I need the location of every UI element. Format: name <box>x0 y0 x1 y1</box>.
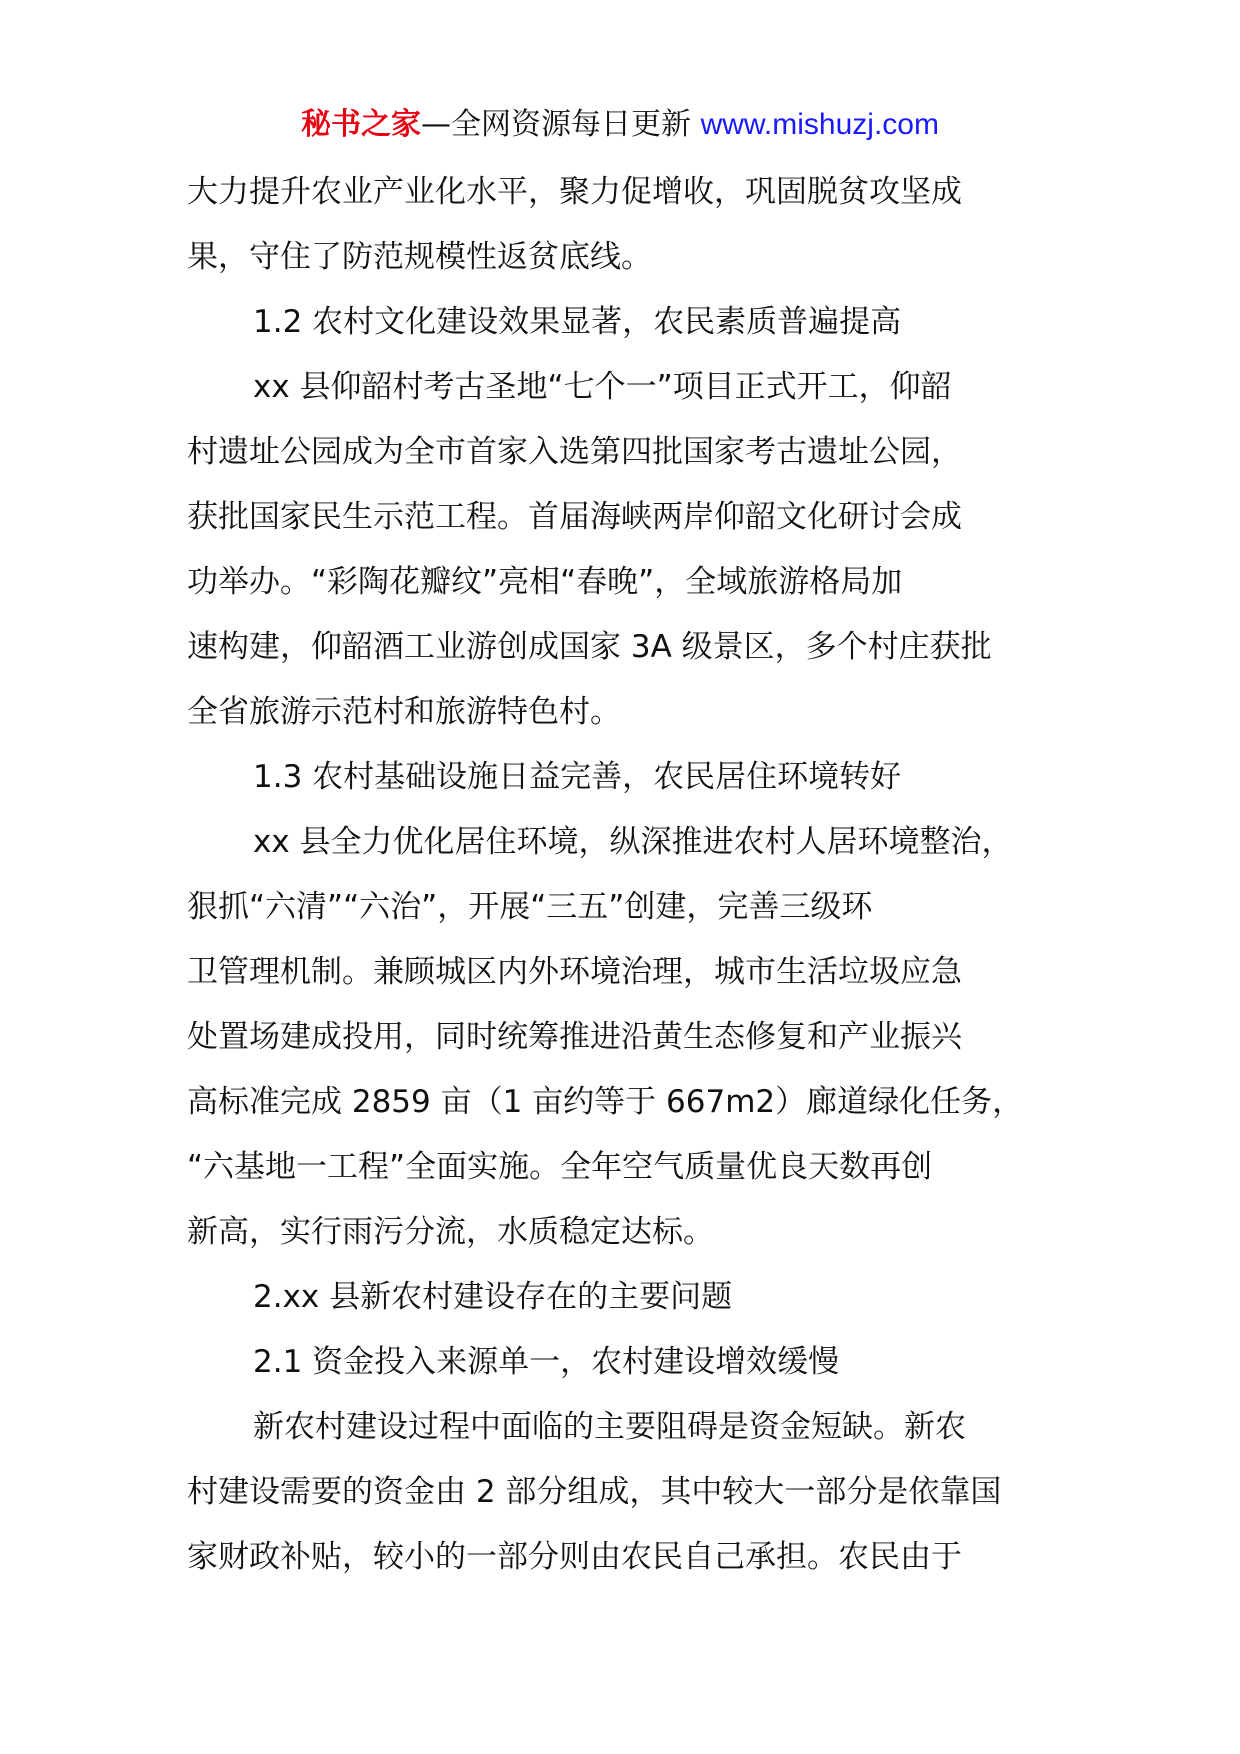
paragraph-line: 村建设需要的资金由 2 部分组成，其中较大一部分是依靠国 <box>187 1474 1002 1510</box>
page-header <box>0 103 1240 147</box>
paragraph-line: 狠抓“六清”“六治”，开展“三五”创建，完善三级环 <box>187 889 873 925</box>
paragraph-line: “六基地一工程”全面实施。全年空气质量优良天数再创 <box>187 1149 933 1185</box>
paragraph-line: 新高，实行雨污分流，水质稳定达标。 <box>187 1214 714 1250</box>
paragraph-line: xx 县仰韶村考古圣地“七个一”项目正式开工，仰韶 <box>253 369 952 405</box>
section-heading-2: 2.xx 县新农村建设存在的主要问题 <box>253 1279 733 1315</box>
paragraph-line: 高标准完成 2859 亩（1 亩约等于 667m2）廊道绿化任务， <box>187 1084 1024 1120</box>
section-heading-1-2: 1.2 农村文化建设效果显著，农民素质普遍提高 <box>253 304 902 340</box>
paragraph-line: 家财政补贴，较小的一部分则由农民自己承担。农民由于 <box>187 1539 962 1575</box>
paragraph-line: 大力提升农业产业化水平，聚力促增收，巩固脱贫攻坚成 <box>187 174 962 210</box>
paragraph-line: 村遗址公园成为全市首家入选第四批国家考古遗址公园， <box>187 434 962 470</box>
brand-name: 秘书之家 <box>301 107 422 142</box>
paragraph-line: 全省旅游示范村和旅游特色村。 <box>187 694 621 730</box>
paragraph-line: 卫管理机制。兼顾城区内外环境治理，城市生活垃圾应急 <box>187 954 962 990</box>
document-body <box>187 160 1055 1590</box>
header-tagline: —全网资源每日更新 <box>421 107 701 142</box>
paragraph-line: 果，守住了防范规模性返贫底线。 <box>187 239 652 275</box>
section-heading-2-1: 2.1 资金投入来源单一，农村建设增效缓慢 <box>253 1344 840 1380</box>
paragraph-line: 处置场建成投用，同时统筹推进沿黄生态修复和产业振兴 <box>187 1019 962 1055</box>
section-heading-1-3: 1.3 农村基础设施日益完善，农民居住环境转好 <box>253 759 902 795</box>
website-link[interactable]: www.mishuzj.com <box>700 108 939 141</box>
paragraph-line: 功举办。“彩陶花瓣纹”亮相“春晚”，全域旅游格局加 <box>187 564 903 600</box>
paragraph-line: 新农村建设过程中面临的主要阻碍是资金短缺。新农 <box>253 1409 966 1445</box>
paragraph-line: xx 县全力优化居住环境，纵深推进农村人居环境整治， <box>253 824 1013 860</box>
paragraph-line: 速构建，仰韶酒工业游创成国家 3A 级景区，多个村庄获批 <box>187 629 992 665</box>
paragraph-line: 获批国家民生示范工程。首届海峡两岸仰韶文化研讨会成 <box>187 499 962 535</box>
